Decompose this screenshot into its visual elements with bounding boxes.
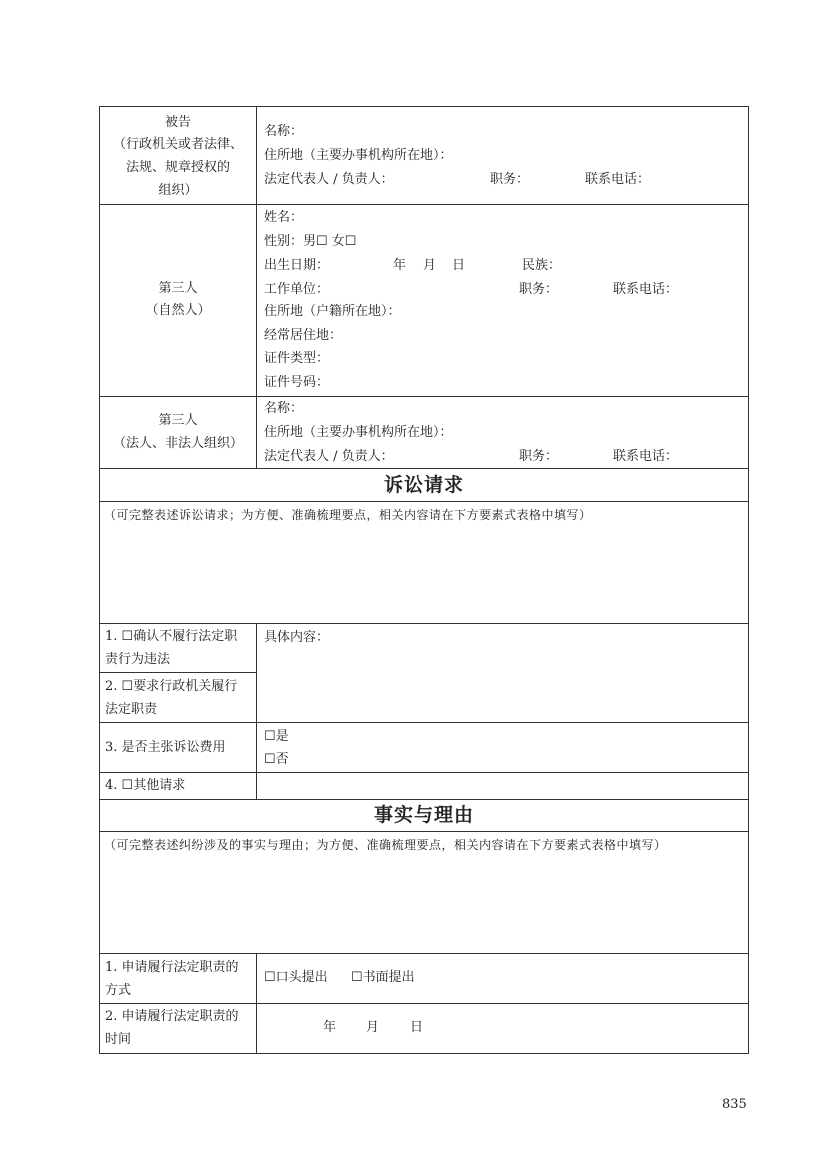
claim-item-3: 3. 是否主张诉讼费用 (105, 740, 226, 755)
claim-item-1-cont: 责行为违法 (105, 652, 171, 667)
row-line (99, 672, 257, 673)
claim-item-2-cont: 法定职责 (105, 702, 158, 717)
natural-name-field[interactable]: 姓名： (264, 210, 304, 225)
facts-note: （可完整表述纠纷涉及的事实与理由；为方便、准确梳理要点，相关内容请在下方要素式表格中填写） (104, 838, 667, 852)
defendant-phone-field[interactable]: 联系电话： (585, 172, 651, 187)
row-line (99, 953, 749, 954)
gender-checkbox-group[interactable]: 性别：男☐ 女☐ (264, 234, 357, 249)
row-line (99, 501, 749, 502)
row-line (99, 1053, 749, 1054)
legal-address-field[interactable]: 住所地（主要办事机构所在地）： (264, 425, 453, 440)
third-person-label-note: （法人、非法人组织） (112, 436, 243, 451)
table-border-left (99, 106, 100, 1054)
cost-yes-checkbox[interactable]: ☐是 (264, 729, 289, 744)
third-person-label: 第三人 (158, 281, 198, 296)
row-line (99, 106, 749, 107)
defendant-name-field[interactable]: 名称： (264, 124, 304, 139)
defendant-label-note: 法规、规章授权的 (125, 160, 230, 175)
birth-year-unit: 年 (393, 258, 407, 273)
table-border-right (748, 106, 749, 1054)
birth-month-unit: 月 (423, 258, 437, 273)
legal-duty-field[interactable]: 职务： (519, 449, 559, 464)
defendant-label: 被告 (164, 115, 191, 130)
row-line (99, 1003, 749, 1004)
legal-name-field[interactable]: 名称： (264, 401, 304, 416)
row-line (99, 468, 749, 469)
third-person-label-note: （自然人） (145, 303, 211, 318)
id-number-field[interactable]: 证件号码： (264, 375, 330, 390)
page-number: 835 (722, 1097, 747, 1112)
defendant-rep-field[interactable]: 法定代表人 / 负责人： (264, 172, 394, 187)
apply-day-unit: 日 (410, 1020, 424, 1035)
claims-heading: 诉讼请求 (383, 474, 464, 496)
defendant-duty-field[interactable]: 职务： (490, 172, 530, 187)
defendant-label-note: （行政机关或者法律、 (112, 137, 243, 152)
fact-item-2-cont: 时间 (105, 1032, 132, 1047)
legal-rep-field[interactable]: 法定代表人 / 负责人： (264, 449, 394, 464)
row-line (99, 722, 749, 723)
facts-free-text-area[interactable] (104, 858, 744, 948)
claim-item-4[interactable]: 4. ☐其他请求 (105, 778, 186, 793)
row-line (99, 772, 749, 773)
third-person-label: 第三人 (158, 413, 198, 428)
fact-item-2: 2. 申请履行法定职责的 (105, 1009, 239, 1024)
row-line (99, 623, 749, 624)
other-claim-input[interactable] (258, 774, 746, 798)
work-unit-field[interactable]: 工作单位： (264, 282, 330, 297)
defendant-address-field[interactable]: 住所地（主要办事机构所在地）： (264, 148, 453, 163)
method-oral-checkbox[interactable]: ☐口头提出 (264, 970, 328, 985)
id-type-field[interactable]: 证件类型： (264, 351, 330, 366)
defendant-label-note: 组织） (158, 183, 198, 198)
claims-note: （可完整表述诉讼请求；为方便、准确梳理要点，相关内容请在下方要素式表格中填写） (104, 508, 592, 522)
fact-item-1: 1. 申请履行法定职责的 (105, 960, 239, 975)
natural-phone-field[interactable]: 联系电话： (613, 282, 679, 297)
claims-free-text-area[interactable] (104, 528, 744, 618)
claim-item-1[interactable]: 1. ☐确认不履行法定职 (105, 629, 238, 644)
apply-month-unit: 月 (366, 1020, 380, 1035)
row-line (99, 799, 749, 800)
claim-detail-field[interactable]: 具体内容： (264, 630, 330, 645)
facts-heading: 事实与理由 (373, 804, 474, 826)
apply-year-unit: 年 (323, 1020, 337, 1035)
residence-field[interactable]: 经常居住地： (264, 328, 343, 343)
row-line (99, 396, 749, 397)
method-written-checkbox[interactable]: ☐书面提出 (351, 970, 415, 985)
household-address-field[interactable]: 住所地（户籍所在地）： (264, 304, 401, 319)
fact-item-1-cont: 方式 (105, 983, 132, 998)
column-divider (256, 106, 257, 468)
ethnicity-field[interactable]: 民族： (522, 258, 562, 273)
legal-phone-field[interactable]: 联系电话： (613, 449, 679, 464)
row-line (99, 831, 749, 832)
birth-day-unit: 日 (452, 258, 466, 273)
cost-no-checkbox[interactable]: ☐否 (264, 752, 289, 767)
natural-duty-field[interactable]: 职务： (519, 282, 559, 297)
claim-item-2[interactable]: 2. ☐要求行政机关履行 (105, 679, 238, 694)
row-line (99, 204, 749, 205)
birth-date-field[interactable]: 出生日期： (264, 258, 330, 273)
